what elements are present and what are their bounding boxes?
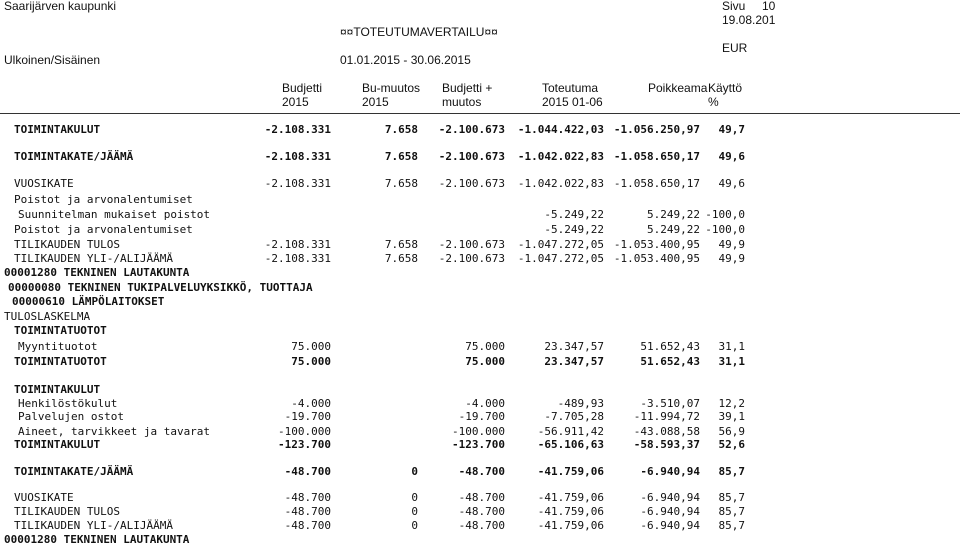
- cell-budjetti-muutos: -19.700: [458, 410, 505, 423]
- header-rule: [0, 113, 960, 114]
- col-header-kaytto: Käyttö: [708, 81, 743, 95]
- report-date: 19.08.201: [722, 13, 776, 27]
- cell-poikkeama: -1.053.400,95: [613, 238, 700, 251]
- cell-bu-muutos: 0: [411, 491, 418, 504]
- cell-kaytto: 56,9: [718, 425, 745, 438]
- cell-toteutuma: -5.249,22: [544, 223, 604, 236]
- cell-toteutuma: -56.911,42: [537, 425, 604, 438]
- cell-poikkeama: 5.249,22: [647, 208, 700, 221]
- cell-kaytto: 31,1: [718, 355, 745, 368]
- row-label: Poistot ja arvonalentumiset: [14, 223, 193, 236]
- cell-poikkeama: -43.088,58: [633, 425, 700, 438]
- cell-budjetti: -2.108.331: [264, 123, 331, 136]
- row-label: Myyntituotot: [18, 340, 98, 353]
- cell-kaytto: 49,9: [718, 252, 745, 265]
- cell-poikkeama: -1.053.400,95: [613, 252, 700, 265]
- cell-toteutuma: 23.347,57: [544, 355, 604, 368]
- cell-toteutuma: -5.249,22: [544, 208, 604, 221]
- cell-bu-muutos: 7.658: [384, 123, 418, 136]
- col-header-toteutuma-period: 2015 01-06: [542, 95, 603, 109]
- row-label: VUOSIKATE: [14, 491, 74, 504]
- cell-poikkeama: -1.058.650,17: [613, 150, 700, 163]
- cell-budjetti-muutos: -2.100.673: [438, 238, 505, 251]
- cell-bu-muutos: 7.658: [384, 177, 418, 190]
- period-label: 01.01.2015 - 30.06.2015: [340, 53, 471, 67]
- cell-poikkeama: -1.058.650,17: [613, 177, 700, 190]
- row-label: 00000080 TEKNINEN TUKIPALVELUYKSIKKÖ, TUOTTAJA: [8, 281, 313, 294]
- cell-budjetti-muutos: -4.000: [465, 397, 505, 410]
- cell-budjetti: -48.700: [284, 519, 331, 532]
- cell-poikkeama: -11.994,72: [633, 410, 700, 423]
- cell-toteutuma: -41.759,06: [537, 491, 604, 504]
- row-label: TILIKAUDEN YLI-/ALIJÄÄMÄ: [14, 252, 173, 265]
- row-label: Palvelujen ostot: [18, 410, 124, 423]
- row-label: TOIMINTATUOTOT: [14, 355, 107, 368]
- cell-toteutuma: -1.042.022,83: [517, 150, 604, 163]
- cell-toteutuma: -1.047.272,05: [517, 252, 604, 265]
- cell-budjetti-muutos: -100.000: [452, 425, 505, 438]
- row-label: Aineet, tarvikkeet ja tavarat: [18, 425, 211, 438]
- scope-label: Ulkoinen/Sisäinen: [4, 53, 101, 67]
- col-header-toteutuma: Toteutuma: [542, 81, 599, 95]
- cell-budjetti: -48.700: [284, 465, 331, 478]
- cell-kaytto: 39,1: [718, 410, 745, 423]
- cell-bu-muutos: 0: [411, 465, 418, 478]
- cell-budjetti: -48.700: [284, 505, 331, 518]
- cell-kaytto: 52,6: [718, 438, 745, 451]
- cell-toteutuma: -489,93: [557, 397, 604, 410]
- row-label: TULOSLASKELMA: [4, 310, 91, 323]
- cell-kaytto: 85,7: [718, 519, 745, 532]
- cell-budjetti-muutos: 75.000: [465, 355, 505, 368]
- row-label: TILIKAUDEN TULOS: [14, 238, 120, 251]
- cell-toteutuma: -41.759,06: [537, 505, 604, 518]
- cell-budjetti-muutos: -48.700: [458, 519, 505, 532]
- cell-bu-muutos: 7.658: [384, 252, 418, 265]
- cell-toteutuma: -7.705,28: [544, 410, 604, 423]
- col-header-bu-muutos: Bu-muutos: [362, 81, 421, 95]
- cell-toteutuma: -1.042.022,83: [517, 177, 604, 190]
- col-header-poikkeama: Poikkeama: [648, 81, 708, 95]
- col-header-budjetti: Budjetti: [282, 81, 323, 95]
- cell-toteutuma: -1.044.422,03: [517, 123, 604, 136]
- row-label: 00001280 TEKNINEN LAUTAKUNTA: [4, 266, 190, 279]
- cell-kaytto: 12,2: [718, 397, 745, 410]
- cell-toteutuma: -41.759,06: [537, 465, 604, 478]
- cell-budjetti: -123.700: [278, 438, 331, 451]
- cell-budjetti: -2.108.331: [264, 252, 331, 265]
- report-title: ¤¤TOTEUTUMAVERTAILU¤¤: [340, 25, 498, 39]
- row-label: TOIMINTAKULUT: [14, 438, 101, 451]
- cell-kaytto: 49,6: [718, 177, 745, 190]
- cell-poikkeama: -6.940,94: [640, 465, 700, 478]
- cell-budjetti-muutos: -2.100.673: [438, 252, 505, 265]
- cell-kaytto: 85,7: [718, 491, 745, 504]
- cell-poikkeama: -6.940,94: [640, 505, 700, 518]
- cell-poikkeama: 51.652,43: [640, 340, 700, 353]
- cell-budjetti: -4.000: [291, 397, 331, 410]
- cell-poikkeama: -6.940,94: [640, 491, 700, 504]
- cell-budjetti-muutos: 75.000: [465, 340, 505, 353]
- row-label: TOIMINTATUOTOT: [14, 324, 107, 337]
- cell-bu-muutos: 7.658: [384, 150, 418, 163]
- cell-kaytto: 85,7: [718, 505, 745, 518]
- cell-budjetti: -2.108.331: [264, 238, 331, 251]
- row-label: Henkilöstökulut: [18, 397, 118, 410]
- col-header-muutos: muutos: [442, 95, 482, 109]
- cell-toteutuma: -1.047.272,05: [517, 238, 604, 251]
- row-label: VUOSIKATE: [14, 177, 74, 190]
- cell-budjetti: -2.108.331: [264, 150, 331, 163]
- row-label: TILIKAUDEN TULOS: [14, 505, 120, 518]
- cell-kaytto: 49,6: [718, 150, 745, 163]
- cell-poikkeama: -3.510,07: [640, 397, 700, 410]
- cell-budjetti: -48.700: [284, 491, 331, 504]
- col-header-kaytto-unit: %: [708, 95, 719, 109]
- cell-budjetti: -100.000: [278, 425, 331, 438]
- row-label: Poistot ja arvonalentumiset: [14, 193, 193, 206]
- cell-budjetti: -2.108.331: [264, 177, 331, 190]
- col-header-bu-muutos-year: 2015: [362, 95, 389, 109]
- row-label: TOIMINTAKATE/JÄÄMÄ: [14, 150, 134, 163]
- cell-budjetti-muutos: -48.700: [458, 465, 505, 478]
- col-header-budjetti-plus: Budjetti +: [442, 81, 493, 95]
- cell-toteutuma: 23.347,57: [544, 340, 604, 353]
- row-label: 00000610 LÄMPÖLAITOKSET: [12, 295, 165, 308]
- cell-budjetti: 75.000: [291, 340, 331, 353]
- cell-poikkeama: -6.940,94: [640, 519, 700, 532]
- cell-budjetti: 75.000: [291, 355, 331, 368]
- cell-kaytto: -100,0: [705, 223, 745, 236]
- cell-kaytto: 85,7: [718, 465, 745, 478]
- cell-kaytto: 31,1: [718, 340, 745, 353]
- currency-label: EUR: [722, 41, 748, 55]
- page-label: Sivu: [722, 0, 746, 13]
- cell-poikkeama: -58.593,37: [633, 438, 700, 451]
- cell-poikkeama: 5.249,22: [647, 223, 700, 236]
- page-number: 10: [762, 0, 776, 13]
- cell-poikkeama: -1.056.250,97: [613, 123, 700, 136]
- row-label: Suunnitelman mukaiset poistot: [18, 208, 211, 221]
- row-label: TOIMINTAKATE/JÄÄMÄ: [14, 465, 134, 478]
- cell-budjetti: -19.700: [284, 410, 331, 423]
- row-label: TOIMINTAKULUT: [14, 123, 101, 136]
- col-header-budjetti-year: 2015: [282, 95, 309, 109]
- cell-toteutuma: -65.106,63: [537, 438, 604, 451]
- cell-kaytto: -100,0: [705, 208, 745, 221]
- cell-budjetti-muutos: -48.700: [458, 491, 505, 504]
- cell-kaytto: 49,9: [718, 238, 745, 251]
- city-name: Saarijärven kaupunki: [4, 0, 117, 13]
- cell-budjetti-muutos: -2.100.673: [438, 177, 505, 190]
- cell-toteutuma: -41.759,06: [537, 519, 604, 532]
- row-label: 00001280 TEKNINEN LAUTAKUNTA: [4, 533, 190, 546]
- cell-bu-muutos: 7.658: [384, 238, 418, 251]
- cell-kaytto: 49,7: [718, 123, 745, 136]
- row-label: TOIMINTAKULUT: [14, 383, 101, 396]
- cell-budjetti-muutos: -2.100.673: [438, 150, 505, 163]
- cell-budjetti-muutos: -2.100.673: [438, 123, 505, 136]
- cell-bu-muutos: 0: [411, 519, 418, 532]
- cell-budjetti-muutos: -123.700: [452, 438, 505, 451]
- cell-budjetti-muutos: -48.700: [458, 505, 505, 518]
- cell-bu-muutos: 0: [411, 505, 418, 518]
- row-label: TILIKAUDEN YLI-/ALIJÄÄMÄ: [14, 519, 173, 532]
- cell-poikkeama: 51.652,43: [640, 355, 700, 368]
